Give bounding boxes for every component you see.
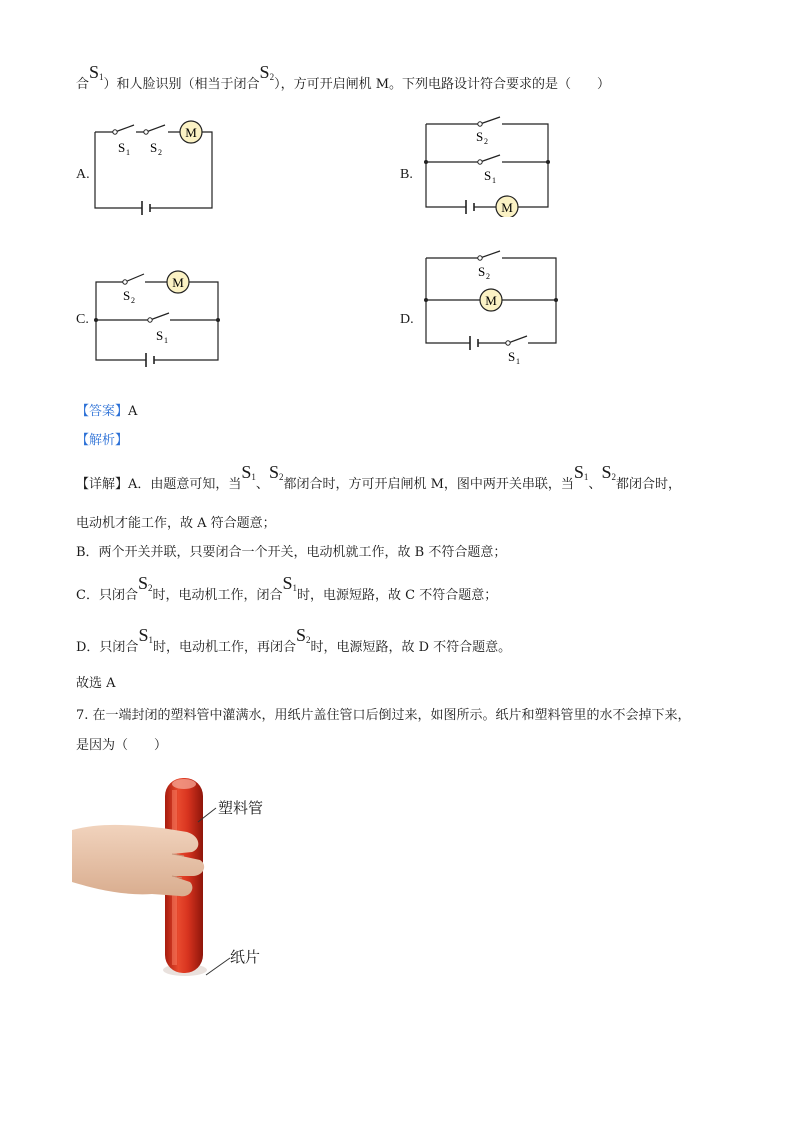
tube-label: 塑料管	[218, 801, 264, 817]
option-b-explanation: B．两个开关并联，只要闭合一个开关，电动机就工作，故 B 不符合题意；	[76, 545, 507, 560]
answer-line	[76, 402, 137, 422]
svg-text:S: S	[123, 288, 131, 303]
svg-text:S: S	[484, 168, 492, 183]
svg-text:1: 1	[492, 176, 496, 185]
circuit-diagram-d	[420, 248, 565, 373]
question-7-line-2: 是因为（ ）	[76, 738, 168, 753]
svg-text:S: S	[150, 140, 158, 155]
option-b-label: B.	[400, 167, 413, 182]
svg-text:S: S	[508, 349, 516, 364]
svg-text:S: S	[156, 328, 164, 343]
analysis-label: 【解析】	[76, 433, 129, 448]
svg-text:1: 1	[126, 148, 130, 157]
svg-text:1: 1	[516, 357, 520, 366]
svg-text:M: M	[172, 275, 184, 290]
svg-text:S: S	[118, 140, 126, 155]
question-intro-line: 合$S_1$）和人脸识别（相当于闭合$S_2$），方可开启闸机 M。下列电路设计符合要求的是（ ）	[76, 62, 611, 92]
detail-line-2: 电动机才能工作，故 A 符合题意；	[76, 516, 276, 531]
svg-text:S: S	[478, 264, 486, 279]
svg-text:M: M	[185, 125, 197, 140]
svg-text:S: S	[476, 129, 484, 144]
paper-pointer-line	[206, 958, 230, 975]
answer-value: A	[128, 404, 138, 419]
paper-label: 纸片	[230, 950, 261, 966]
option-d-label: D.	[400, 312, 414, 327]
symbol-s2: $S_2$	[259, 62, 275, 82]
detail-line-1: 【详解】A．由题意可知，当$S_1$、$S_2$都闭合时，方可开启闸机 M，图中两开关串联，当$S_1$、$S_2$都闭合时，	[76, 462, 681, 492]
answer-label: 【答案】	[76, 404, 129, 419]
hand	[72, 825, 204, 896]
svg-text:M: M	[485, 293, 497, 308]
svg-text:1: 1	[164, 336, 168, 345]
circuit-diagram-c	[90, 268, 225, 368]
svg-text:M: M	[501, 200, 513, 215]
option-a-label: A.	[76, 167, 90, 182]
option-c-explanation: C．只闭合$S_2$时，电动机工作，闭合$S_1$时，电源短路，故 C 不符合题意；	[76, 573, 498, 603]
svg-text:2: 2	[158, 148, 162, 157]
conclusion-line: 故选 A	[76, 676, 116, 691]
svg-text:2: 2	[486, 272, 490, 281]
question-7-line-1: 7. 在一端封闭的塑料管中灌满水，用纸片盖住管口后倒过来，如图所示。纸片和塑料管里的水不会掉下来，	[76, 708, 691, 723]
svg-text:2: 2	[484, 137, 488, 146]
option-d-explanation: D．只闭合$S_1$时，电动机工作，再闭合$S_2$时，电源短路，故 D 不符合题意。	[76, 625, 512, 655]
tube-photo	[72, 770, 302, 995]
circuit-diagram-b	[420, 112, 560, 217]
circuit-diagram-a	[90, 118, 220, 218]
symbol-s1: $S_1$	[89, 62, 104, 82]
option-c-label: C.	[76, 312, 89, 327]
svg-text:2: 2	[131, 296, 135, 305]
